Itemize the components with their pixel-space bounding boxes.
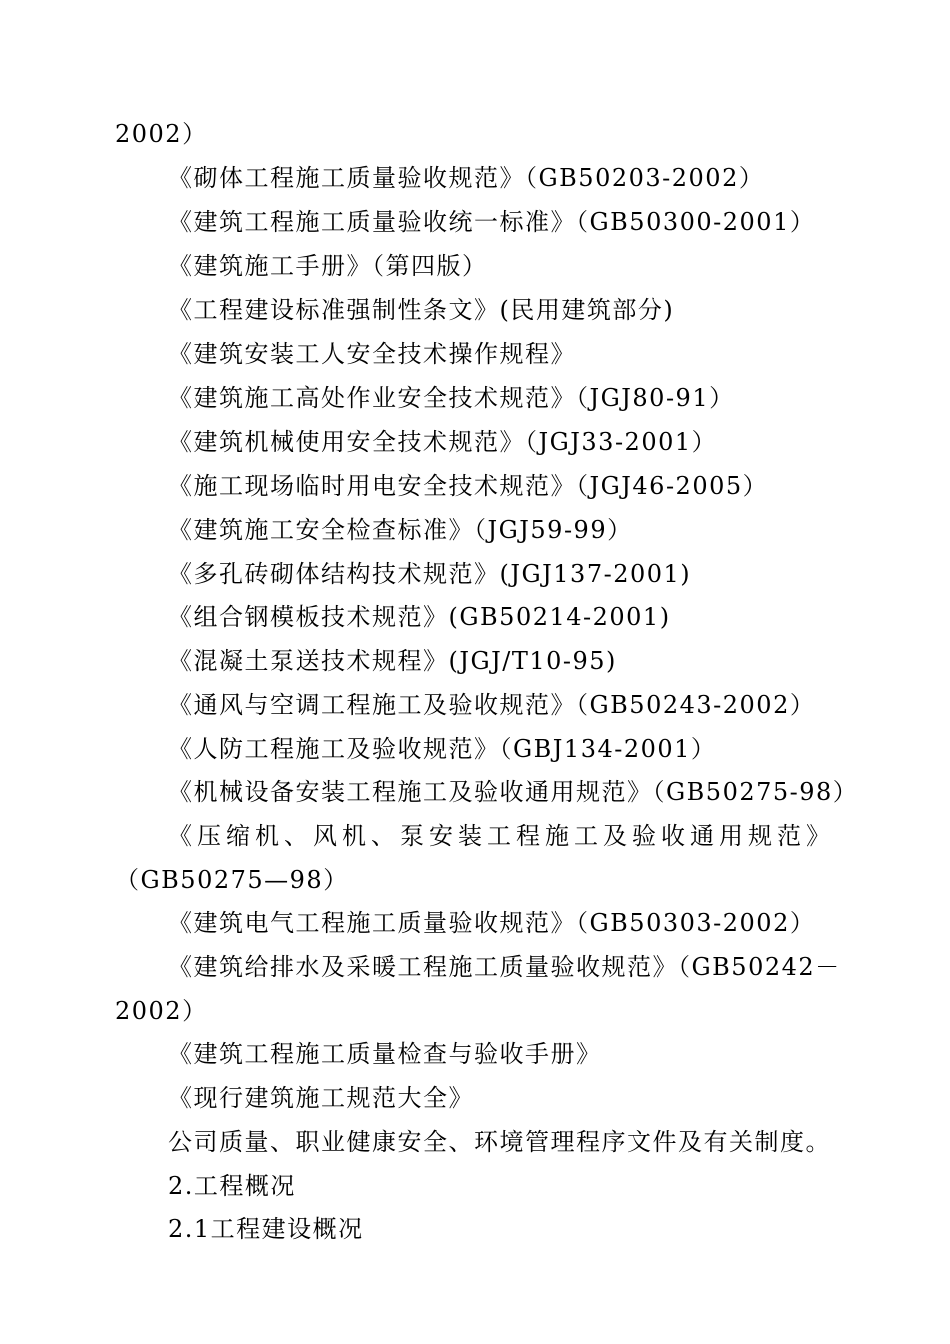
paragraph-text: 公司质量、职业健康安全、环境管理程序文件及有关制度。 bbox=[168, 1128, 831, 1156]
reference-item: 《建筑施工高处作业安全技术规范》（JGJ80-91） bbox=[168, 384, 735, 412]
reference-item: 《人防工程施工及验收规范》（GBJ134-2001） bbox=[168, 735, 717, 763]
reference-item-continuation: （GB50275—98） bbox=[115, 866, 349, 894]
reference-item: 《现行建筑施工规范大全》 bbox=[168, 1084, 474, 1112]
reference-item: 《建筑电气工程施工质量验收规范》（GB50303-2002） bbox=[168, 909, 816, 937]
reference-item: 《组合钢模板技术规范》(GB50214-2001) bbox=[168, 603, 671, 631]
reference-item: 《混凝土泵送技术规程》(JGJ/T10-95) bbox=[168, 647, 617, 675]
reference-item-continuation: 2002） bbox=[115, 997, 208, 1025]
reference-item: 《压缩机、风机、泵安装工程施工及验收通用规范》 bbox=[168, 822, 835, 850]
reference-item: 《通风与空调工程施工及验收规范》（GB50243-2002） bbox=[168, 691, 816, 719]
reference-item: 《施工现场临时用电安全技术规范》（JGJ46-2005） bbox=[168, 472, 769, 500]
subsection-heading: 2.1工程建设概况 bbox=[168, 1215, 364, 1243]
reference-item: 《多孔砖砌体结构技术规范》(JGJ137-2001) bbox=[168, 560, 692, 588]
reference-item: 《建筑工程施工质量检查与验收手册》 bbox=[168, 1040, 602, 1068]
reference-item: 《工程建设标准强制性条文》(民用建筑部分) bbox=[168, 296, 675, 324]
text-line: 2002） bbox=[115, 120, 208, 148]
reference-item: 《建筑安装工人安全技术操作规程》 bbox=[168, 340, 576, 368]
reference-item: 《建筑机械使用安全技术规范》（JGJ33-2001） bbox=[168, 428, 718, 456]
reference-item: 《机械设备安装工程施工及验收通用规范》（GB50275-98） bbox=[168, 778, 859, 806]
reference-item: 《砌体工程施工质量验收规范》（GB50203-2002） bbox=[168, 164, 765, 192]
reference-item: 《建筑施工手册》（第四版） bbox=[168, 252, 488, 280]
reference-item: 《建筑工程施工质量验收统一标准》（GB50300-2001） bbox=[168, 208, 816, 236]
section-heading: 2.工程概况 bbox=[168, 1172, 296, 1200]
reference-item: 《建筑施工安全检查标准》（JGJ59-99） bbox=[168, 516, 633, 544]
reference-item: 《建筑给排水及采暖工程施工质量验收规范》（GB50242－ bbox=[168, 953, 841, 981]
